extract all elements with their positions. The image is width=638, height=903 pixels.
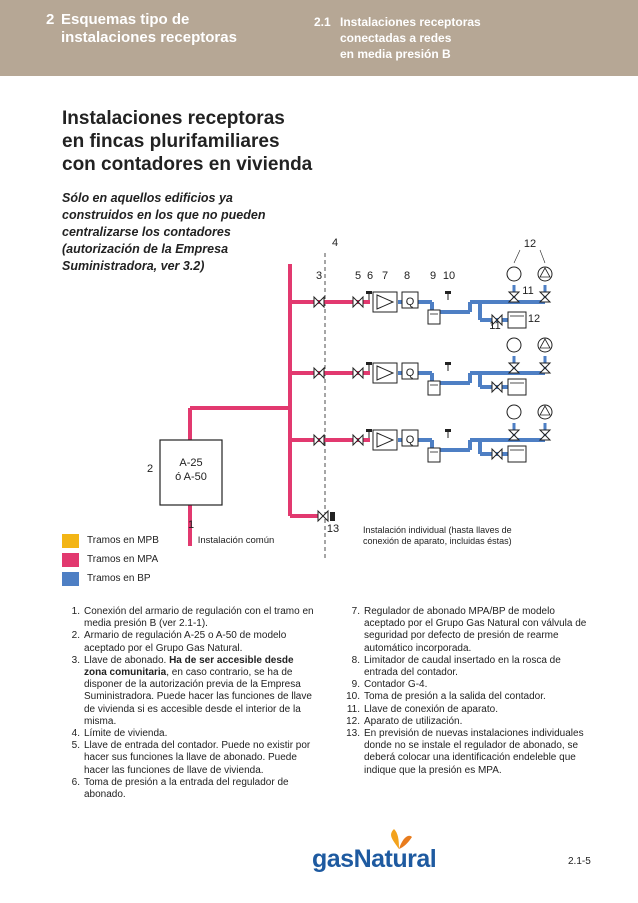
branch-3-valve-5 — [353, 435, 363, 445]
branch-3-meter-body — [428, 448, 440, 462]
note-text: Llave de conexión de aparato. — [364, 703, 498, 715]
label-4: 4 — [331, 237, 339, 249]
note-text-post: , en caso contrario, se ha de disponer de la autorización previa de la Empresa Suministradora. Puede hacer las funciones de llave de vivienda si es accesible desde el interior de la misma. — [84, 667, 312, 727]
note-text: Conexión del armario de regulación con el tramo en media presión B (ver 2.1-1). — [84, 606, 314, 630]
note-13 — [340, 728, 590, 777]
note-1 — [62, 606, 317, 630]
note-number: 2. — [71, 630, 80, 642]
note-number: 4. — [71, 728, 80, 740]
legend-label-mpa: Tramos en MPA — [87, 554, 159, 565]
label-3: 3 — [315, 270, 323, 282]
label-10: 10 — [442, 270, 456, 282]
note-number: 5. — [71, 740, 80, 752]
note-text: Contador G-4. — [364, 679, 428, 691]
section-title-line2: instalaciones receptoras — [61, 29, 237, 46]
note-number: 10. — [346, 691, 360, 703]
branch-2-meter-body — [428, 381, 440, 395]
legend-item-mpb — [62, 531, 159, 550]
legend-swatch-mpb — [62, 534, 79, 548]
branch-1-appliance-heater — [538, 267, 552, 281]
note-9 — [340, 679, 590, 691]
branch-1-valve-11a — [509, 292, 519, 302]
label-2: 2 — [146, 463, 154, 475]
common-installation-label: Instalación común — [197, 535, 275, 546]
note-7 — [340, 606, 590, 655]
label-11-bottom: 11 — [489, 320, 501, 332]
notes-left-column — [62, 606, 317, 801]
note-text: Llave de entrada del contador. Puede no existir por hacer sus funciones la llave de abonado. Puede hacer las funciones de llave de vivienda. — [84, 740, 311, 776]
branch-2-appliance-heater — [538, 338, 552, 352]
legend-label-mpb: Tramos en MPB — [87, 535, 159, 546]
branch-2-valve-5 — [353, 368, 363, 378]
gas-natural-logo — [312, 845, 436, 874]
note-number: 13. — [346, 728, 360, 740]
legend — [62, 531, 159, 588]
note-number: 3. — [71, 654, 80, 666]
legend-swatch-bp — [62, 572, 79, 586]
branch-components — [314, 267, 552, 462]
individual-installation-label-line1: Instalación individual (hasta llaves de — [363, 525, 512, 535]
subtitle-line1: Sólo en aquellos edificios ya — [62, 191, 233, 205]
branch-1-valve-3 — [314, 297, 324, 307]
label-12-top: 12 — [523, 238, 537, 250]
note-text-bold: Ha de ser accesible desde zona comunitaria — [84, 654, 294, 679]
section-title-line1: Esquemas tipo de — [61, 11, 190, 28]
note-text: Límite de vivienda. — [84, 728, 168, 740]
note-text: Armario de regulación A-25 o A-50 de modelo aceptado por el Grupo Gas Natural. — [84, 630, 287, 654]
branch-2-meter-label: Q — [405, 367, 415, 379]
label-9: 9 — [429, 270, 437, 282]
label-1: 1 — [187, 519, 195, 531]
page-title-line2: en fincas plurifamiliares — [62, 131, 280, 152]
note-11 — [340, 704, 590, 716]
branch-2-valve-11a — [509, 363, 519, 373]
label-12-right: 12 — [527, 313, 541, 325]
cabinet-label-line1: A-25 — [179, 457, 203, 469]
branch-1-valve-5 — [353, 297, 363, 307]
branch-1-meter-body — [428, 310, 440, 324]
note-10 — [340, 691, 590, 703]
label-6: 6 — [366, 270, 374, 282]
branch-3-pressure-tap-10-head — [445, 429, 451, 432]
branch-1-appliance-boiler — [507, 267, 521, 281]
logo-gas: gas — [312, 845, 354, 873]
label-7: 7 — [381, 270, 389, 282]
cabinet-label-line2: ó A-50 — [175, 471, 207, 483]
note-3 — [62, 655, 317, 728]
note-8 — [340, 655, 590, 679]
branch-3-valve-11a — [509, 430, 519, 440]
note-number: 7. — [351, 606, 360, 617]
note-5 — [62, 740, 317, 777]
note-number: 11. — [346, 703, 360, 715]
branch-2-valve-3 — [314, 368, 324, 378]
branch-1-pressure-tap-6-head — [366, 291, 372, 294]
note-text: Toma de presión a la entrada del regulador de abonado. — [84, 776, 289, 801]
note-text-pre: Llave de abonado. — [84, 654, 170, 666]
legend-item-bp — [62, 569, 159, 588]
branch-2-valve-11b — [540, 363, 550, 373]
subsection-number: 2.1 — [314, 15, 331, 29]
branch-3-valve-11b — [540, 430, 550, 440]
branch-3-appliance-boiler — [507, 405, 521, 419]
legend-swatch-mpa — [62, 553, 79, 567]
branch-1-valve-11b — [540, 292, 550, 302]
label-11-top: 11 — [522, 285, 534, 297]
note-4 — [62, 728, 317, 740]
branch-1-meter-label: Q — [405, 296, 415, 308]
branch-3-appliance-cooker — [508, 446, 526, 462]
label-8: 8 — [403, 270, 411, 282]
note-text — [84, 655, 317, 728]
note-text: Regulador de abonado MPA/BP de modelo aceptado por el Grupo Gas Natural con válvula de seguridad por defecto de presión de rearme automático incorporada. — [364, 606, 587, 654]
note-2 — [62, 630, 317, 654]
branch-2-pressure-tap-10-head — [445, 362, 451, 365]
branch-2-valve-11c — [492, 382, 502, 392]
note-6 — [62, 777, 317, 801]
note-12 — [340, 716, 590, 728]
subtitle-line3: centralizarse los contadores — [62, 225, 231, 239]
branch-1-pressure-tap-10-head — [445, 291, 451, 294]
subtitle-line5: Suministradora, ver 3.2) — [62, 259, 205, 273]
note-number: 12. — [346, 715, 360, 727]
note-text: Limitador de caudal insertado en la rosca de entrada del contador. — [364, 654, 561, 679]
note-text: Toma de presión a la salida del contador. — [364, 691, 546, 703]
page-title-line3: con contadores en vivienda — [62, 154, 313, 175]
branch-1-appliance-cooker — [508, 312, 526, 328]
branch-2-appliance-boiler — [507, 338, 521, 352]
identification-marker — [330, 512, 335, 521]
page-number: 2.1-5 — [568, 856, 591, 867]
legend-label-bp: Tramos en BP — [87, 573, 151, 584]
notes-right-column — [340, 606, 590, 777]
valve-13 — [318, 511, 328, 521]
label-13: 13 — [326, 523, 340, 535]
section-number: 2 — [46, 11, 55, 28]
note-number: 1. — [71, 606, 80, 617]
individual-installation-label-line2: conexión de aparato, incluidas éstas) — [363, 536, 512, 546]
note-text: Aparato de utilización. — [364, 715, 463, 727]
note-number: 9. — [351, 679, 360, 691]
subtitle-line4: (autorización de la Empresa — [62, 242, 229, 256]
subsection-title-line1: Instalaciones receptoras — [340, 15, 481, 29]
branch-3-valve-3 — [314, 435, 324, 445]
note-number: 8. — [351, 654, 360, 666]
branch-2-appliance-cooker — [508, 379, 526, 395]
legend-item-mpa — [62, 550, 159, 569]
butterfly-icon — [384, 825, 414, 851]
label-5: 5 — [354, 270, 362, 282]
branch-2-pressure-tap-6-head — [366, 362, 372, 365]
note-text: En previsión de nuevas instalaciones individuales donde no se instale el regulador de abonado, se deberá colocar una identificación endeleble que indique que la presión es MPA. — [364, 728, 584, 776]
branch-3-pressure-tap-6-head — [366, 429, 372, 432]
subsection-title-line2: conectadas a redes — [340, 31, 452, 45]
branch-3-appliance-heater — [538, 405, 552, 419]
branch-3-valve-11c — [492, 449, 502, 459]
subsection-title-line3: en media presión B — [340, 47, 451, 61]
subtitle-line2: construidos en los que no pueden — [62, 208, 266, 222]
logo-natural: Natural — [353, 845, 437, 873]
page-title-line1: Instalaciones receptoras — [62, 108, 285, 129]
note-number: 6. — [71, 776, 80, 788]
branch-3-meter-label: Q — [405, 434, 415, 446]
